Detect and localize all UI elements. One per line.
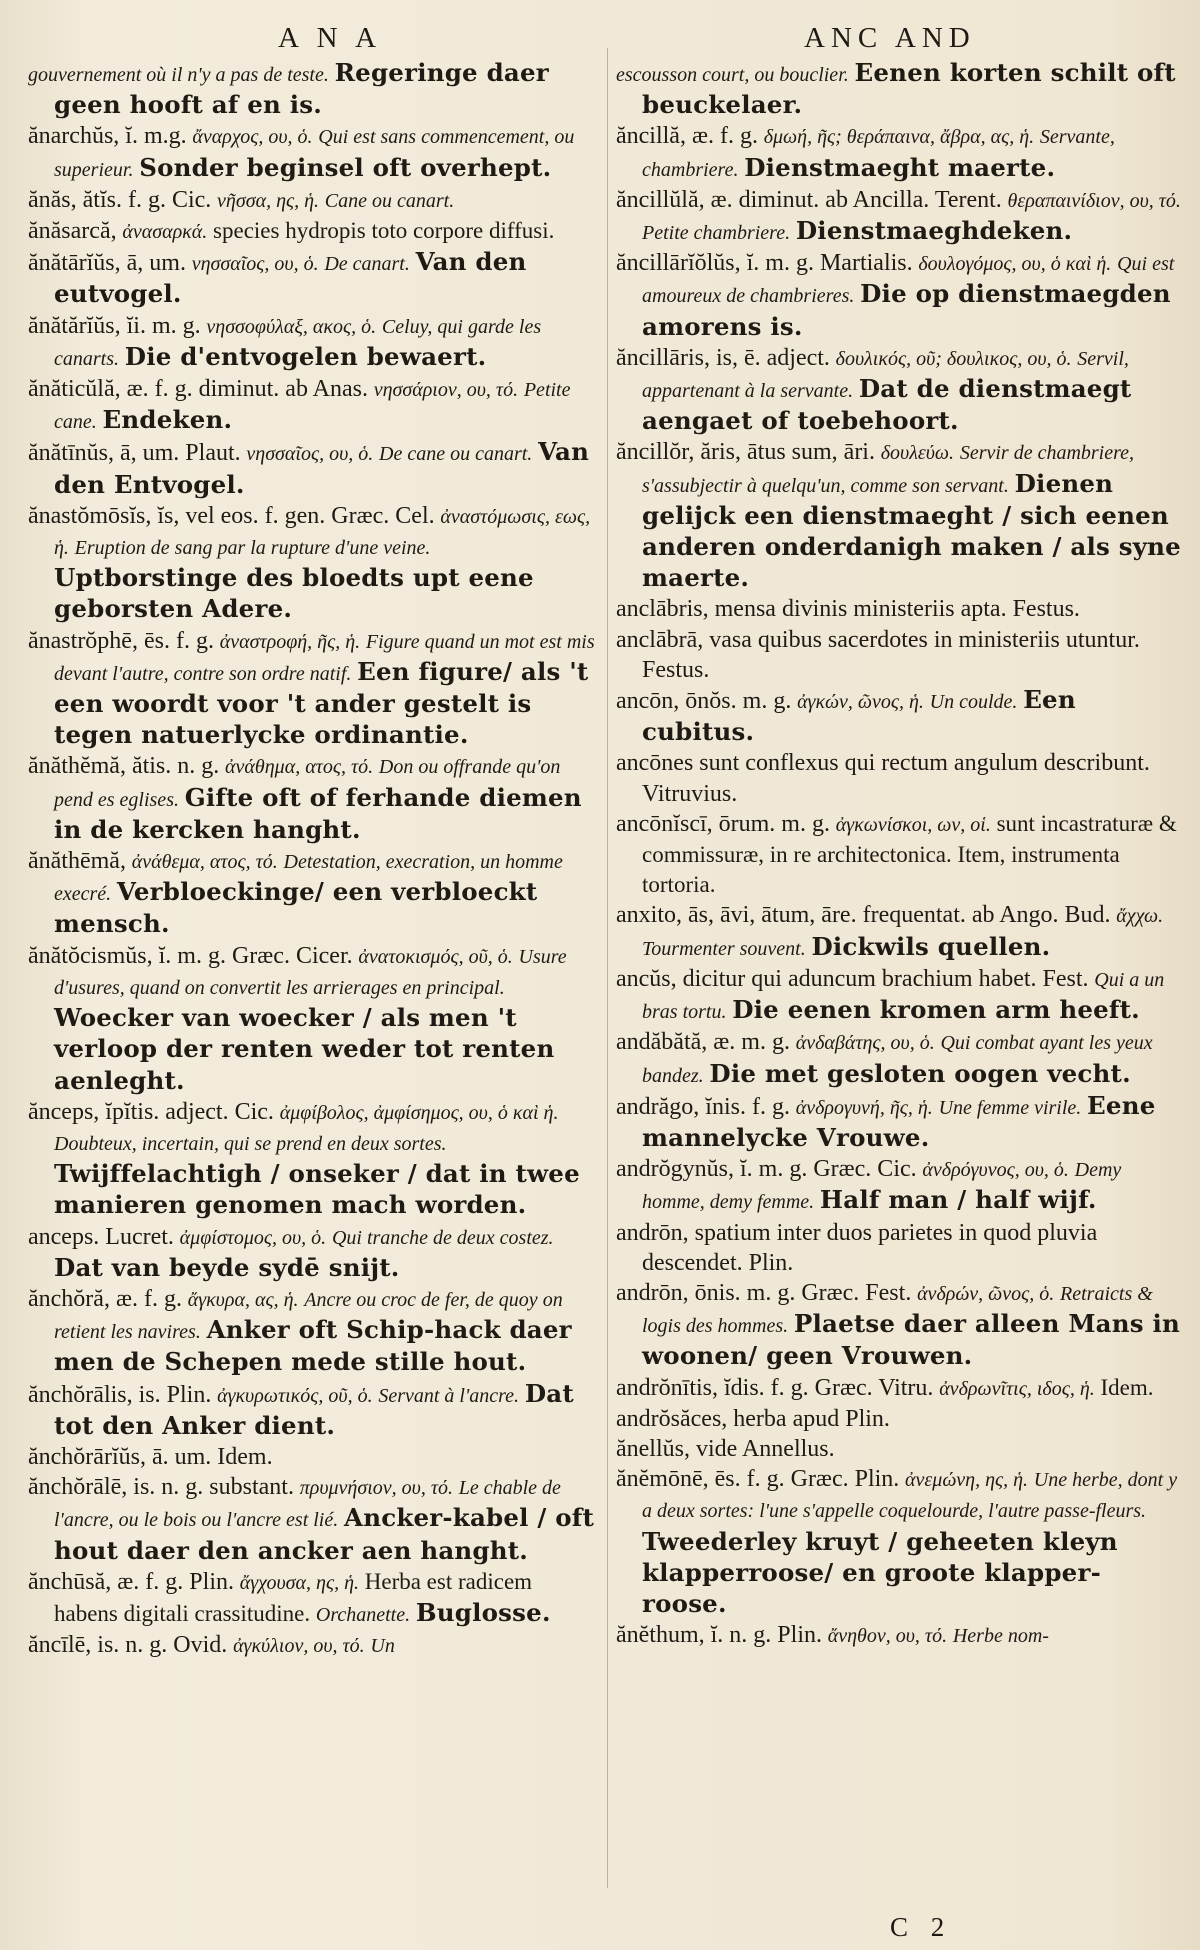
dutch-gloss: Die op dienstmaegden amorens is. xyxy=(642,279,1171,341)
dictionary-entry xyxy=(616,1154,1182,1217)
greek-equivalent: νησσαῖος, ου, ὁ. xyxy=(246,443,374,466)
french-gloss: Servant à l'ancre. xyxy=(378,1384,520,1407)
headword: andrŏgynŭs, ĭ. m. g. Græc. Cic. xyxy=(616,1156,917,1183)
dictionary-entry xyxy=(28,1630,600,1661)
greek-equivalent: ἀνάθεμα, ατος, τό. xyxy=(131,851,278,874)
greek-equivalent: ἄναρχος, ου, ὁ. xyxy=(192,126,313,149)
dutch-gloss: Die eenen kromen arm heeft. xyxy=(732,995,1140,1025)
greek-equivalent: ἄνηθον, ου, τό. xyxy=(827,1625,948,1648)
dictionary-entry xyxy=(616,809,1182,901)
greek-equivalent: ἀνδρών, ῶνος, ὁ. xyxy=(917,1282,1055,1305)
dictionary-entry xyxy=(616,685,1182,748)
dutch-gloss: Woecker van woecker / als men 't verloop der renten weder tot renten aenleght. xyxy=(54,1003,555,1095)
dutch-gloss: Dickwils quellen. xyxy=(811,931,1051,961)
dictionary-entry xyxy=(616,1373,1182,1404)
dictionary-entry xyxy=(28,751,600,846)
greek-equivalent: θεραπαινίδιον, ου, τό. xyxy=(1007,189,1181,212)
greek-equivalent: πρυμνήσιον, ου, τό. xyxy=(299,1477,453,1500)
french-gloss: Un coulde. xyxy=(929,691,1018,714)
greek-equivalent: ἀνεμώνη, ης, ἡ. xyxy=(905,1469,1029,1492)
greek-equivalent: ἄγκυρα, ας, ἡ. xyxy=(187,1288,299,1311)
french-gloss: Qui tranche de deux costez. xyxy=(331,1226,554,1249)
headword: ănellŭs, vide Annellus. xyxy=(616,1435,835,1462)
dictionary-entry xyxy=(616,58,1182,121)
french-gloss: Un xyxy=(370,1635,395,1658)
dictionary-entry xyxy=(28,1222,600,1284)
greek-equivalent: ἀγκών, ῶνος, ἡ. xyxy=(797,691,924,714)
french-gloss: Demy homme, demy femme. xyxy=(642,1159,1122,1214)
french-gloss: Une herbe, dont y a deux sortes: l'une s'appelle coquelourde, l'autre passe-fleurs. xyxy=(642,1469,1178,1523)
header-left: A N A xyxy=(278,22,383,54)
headword: ănătŏcismŭs, ĭ. m. g. Græc. Cicer. xyxy=(28,942,353,969)
french-gloss: Servir de chambriere, s'assubjectir à quelqu'un, comme son servant. xyxy=(642,442,1135,497)
dutch-gloss-secondary: Buglosse. xyxy=(415,1597,551,1627)
french-gloss: Herbe nom- xyxy=(952,1625,1049,1648)
french-gloss: Usure d'usures, quand on convertit les arrierages en principal. xyxy=(54,945,567,999)
french-gloss: Eruption de sang par la rupture d'une veine. xyxy=(74,537,431,560)
dictionary-entry xyxy=(616,248,1182,343)
column-divider xyxy=(607,48,608,1888)
dictionary-entry xyxy=(28,1442,600,1472)
headword: ancōn, ōnŏs. m. g. xyxy=(616,688,792,715)
dictionary-entry xyxy=(28,216,600,247)
french-gloss: escousson court, ou bouclier. xyxy=(616,64,849,86)
dutch-gloss: Regeringe daer geen hooft af en is. xyxy=(54,58,549,120)
french-gloss: De canart. xyxy=(324,253,410,276)
french-gloss: Servil, appartenant à la servante. xyxy=(642,347,1129,403)
headword: ănchŏrārĭŭs, ā. um. Idem. xyxy=(28,1443,273,1470)
dictionary-entry xyxy=(616,1464,1182,1620)
headword: ancōnĭscī, ōrum. m. g. xyxy=(616,810,830,837)
dictionary-entry xyxy=(616,964,1182,1027)
dutch-gloss: Eene mannelycke Vrouwe. xyxy=(642,1090,1156,1152)
headword: ănchŏrālē, is. n. g. substant. xyxy=(28,1474,294,1501)
greek-equivalent: ἀνδρωνῖτις, ιδος, ἡ. xyxy=(939,1377,1095,1400)
headword: ănastrŏphē, ēs. f. g. xyxy=(28,627,214,654)
headword: anclābris, mensa divinis ministeriis apta. Festus. xyxy=(616,596,1080,623)
greek-equivalent: ἀνάθημα, ατος, τό. xyxy=(225,756,374,779)
greek-equivalent: νησσάριον, ου, τό. xyxy=(373,379,519,402)
greek-equivalent: ἀγκύλιον, ου, τό. xyxy=(233,1635,365,1658)
greek-equivalent: δουλικός, οῦ; δουλικος, ου, ὁ. xyxy=(835,347,1072,370)
french-gloss: Figure quand un mot est mis devant l'autre, contre son ordre natif. xyxy=(54,630,595,685)
dictionary-entry xyxy=(28,941,600,1097)
dutch-gloss: Sonder beginsel oft overhept. xyxy=(139,152,552,182)
french-gloss: Une femme virile. xyxy=(938,1096,1082,1119)
headword: andăbătă, æ. m. g. xyxy=(616,1029,790,1056)
right-column xyxy=(616,58,1182,1918)
french-gloss: Petite chambriere. xyxy=(642,222,791,245)
greek-equivalent: δουλεύω. xyxy=(880,442,955,465)
latin-text: sunt incastraturæ & commissuræ, in re architectonica. Item, instrumenta tortoria. xyxy=(642,810,1177,898)
headword: ănastŏmōsĭs, ĭs, vel eos. f. gen. Græc. Cel. xyxy=(28,502,435,529)
dutch-gloss: Twijffelachtigh / onseker / dat in twee manieren genomen mach worden. xyxy=(54,1159,580,1220)
headword: andrŏnītis, ĭdis. f. g. Græc. Vitru. xyxy=(616,1374,934,1401)
dictionary-entry xyxy=(28,1379,600,1442)
dictionary-entry xyxy=(28,58,600,121)
french-gloss: Qui est amoureux de chambrieres. xyxy=(642,253,1175,308)
headword: ăncīlē, is. n. g. Ovid. xyxy=(28,1632,228,1659)
dutch-gloss: Uptborstinge des bloedts upt eene geborsten Adere. xyxy=(54,563,534,624)
dictionary-entry xyxy=(616,185,1182,248)
headword: ănchŏră, æ. f. g. xyxy=(28,1285,182,1312)
headword: ănchŏrālis, is. Plin. xyxy=(28,1381,212,1408)
dictionary-entry xyxy=(28,121,600,184)
headword: ănarchŭs, ĭ. m.g. xyxy=(28,123,187,150)
headword: anxito, ās, āvi, ātum, āre. frequentat. ab Ango. Bud. xyxy=(616,902,1111,929)
headword: ănăsarcă, xyxy=(28,218,117,245)
dictionary-entry xyxy=(28,846,600,941)
dutch-gloss: Dat tot den Anker dient. xyxy=(54,1378,574,1440)
dutch-gloss: Dienstmaeght maerte. xyxy=(744,152,1056,182)
greek-equivalent: ἀγκωνίσκοι, ων, οἱ. xyxy=(835,813,991,836)
headword: ăncillāris, is, ē. adject. xyxy=(616,344,830,371)
dutch-gloss: Half man / half wijf. xyxy=(819,1185,1097,1215)
french-gloss: Servante, chambriere. xyxy=(642,126,1115,181)
headword: ănătārĭŭs, ā, um. xyxy=(28,250,186,277)
greek-equivalent: ἀνασαρκά. xyxy=(122,221,208,244)
french-gloss: Celuy, qui garde les canarts. xyxy=(54,315,542,370)
dictionary-entry xyxy=(28,626,600,752)
greek-equivalent: ἄγχουσα, ης, ἡ. xyxy=(239,1571,359,1594)
dictionary-entry xyxy=(616,1620,1182,1651)
headword: andrăgo, ĭnis. f. g. xyxy=(616,1093,790,1120)
dutch-gloss: Dat van beyde sydē snijt. xyxy=(54,1252,400,1282)
left-column xyxy=(28,58,600,1918)
dutch-gloss: Eenen korten schilt oft beuckelaer. xyxy=(642,58,1176,120)
headword: ănĕmōnē, ēs. f. g. Græc. Plin. xyxy=(616,1466,900,1493)
headword: ănăthĕmă, ătis. n. g. xyxy=(28,753,220,780)
dutch-gloss: Van den Entvogel. xyxy=(54,437,590,499)
french-gloss-secondary: Orchanette. xyxy=(315,1603,411,1626)
dictionary-entry xyxy=(616,121,1182,184)
dutch-gloss: Van den eutvogel. xyxy=(54,247,527,309)
headword: ăncillă, æ. f. g. xyxy=(616,123,758,150)
dutch-gloss: Endeken. xyxy=(102,405,233,435)
dutch-gloss: Dienstmaeghdeken. xyxy=(795,216,1073,246)
dutch-gloss: Een figure/ als 't een woordt voor 't ander gestelt is tegen natuerlycke ordinantie. xyxy=(54,656,589,750)
greek-equivalent: νησσαῖος, ου, ὁ. xyxy=(191,253,319,276)
headword: ănăticŭlă, æ. f. g. diminut. ab Anas. xyxy=(28,376,368,403)
dictionary-entry xyxy=(616,900,1182,963)
greek-equivalent: ἀνδαβάτης, ου, ὁ. xyxy=(795,1032,935,1055)
dictionary-entry xyxy=(28,311,600,374)
french-gloss: Qui est sans commencement, ou superieur. xyxy=(54,126,575,181)
headword: andrōn, ōnis. m. g. Græc. Fest. xyxy=(616,1279,912,1306)
greek-equivalent: νησσοφύλαξ, ακος, ὁ. xyxy=(206,315,377,338)
french-gloss: Retraicts & logis des hommes. xyxy=(642,1282,1153,1338)
dictionary-entry xyxy=(616,1091,1182,1154)
dutch-gloss: Anker oft Schip-hack daer men de Schepen mede stille hout. xyxy=(54,1315,572,1377)
dutch-gloss: Ancker-kabel / oft hout daer den ancker aen hanght. xyxy=(54,1503,595,1565)
dictionary-entry xyxy=(28,1472,600,1567)
latin-text: species hydropis toto corpore diffusi. xyxy=(213,218,555,244)
greek-equivalent: ἀναστόμωσις, εως, ἡ. xyxy=(54,505,591,560)
french-gloss: De cane ou canart. xyxy=(379,443,533,466)
dictionary-entry xyxy=(616,1027,1182,1090)
headword: andrŏsăces, herba apud Plin. xyxy=(616,1405,890,1432)
french-gloss: Qui combat ayant les yeux bandez. xyxy=(642,1032,1153,1087)
greek-equivalent: ἄχχω. xyxy=(1116,905,1164,928)
dictionary-entry xyxy=(616,1404,1182,1434)
headword: ănceps, ĭpĭtis. adject. Cic. xyxy=(28,1098,274,1125)
running-header xyxy=(0,22,1200,56)
greek-equivalent: ἀνατοκισμός, οῦ, ὁ. xyxy=(358,945,513,968)
dutch-gloss: Een cubitus. xyxy=(642,685,1076,747)
dutch-gloss: Plaetse daer alleen Mans in woonen/ geen Vrouwen. xyxy=(642,1309,1180,1371)
greek-equivalent: ἀμφίστομος, ου, ὁ. xyxy=(179,1226,327,1249)
dutch-gloss: Verbloeckinge/ een verbloeckt mensch. xyxy=(54,877,538,939)
headword: ănĕthum, ĭ. n. g. Plin. xyxy=(616,1622,822,1649)
dictionary-entry xyxy=(28,1097,600,1222)
headword: anceps. Lucret. xyxy=(28,1223,174,1250)
dutch-gloss: Dienen gelijck een dienstmaeght / sich eenen anderen onderdanigh maken / als syne maerte. xyxy=(642,468,1181,593)
greek-equivalent: νῆσσα, ης, ἡ. xyxy=(217,189,320,212)
headword: ănăs, ătĭs. f. g. Cic. xyxy=(28,186,212,213)
headword: ancŭs, dicitur qui aduncum brachium habet. Fest. xyxy=(616,965,1089,992)
dictionary-entry xyxy=(616,343,1182,438)
headword: ănătărĭŭs, ĭi. m. g. xyxy=(28,312,201,339)
headword: ăncillārĭŏlŭs, ĭ. m. g. Martialis. xyxy=(616,250,913,277)
french-gloss: Qui a un bras tortu. xyxy=(642,968,1165,1024)
latin-text: Idem. xyxy=(1100,1374,1154,1400)
greek-equivalent: ἀμφίβολος, ἀμφίσημος, ου, ὁ καὶ ἡ. xyxy=(279,1101,559,1124)
french-gloss: gouvernement où il n'y a pas de teste. xyxy=(28,64,329,86)
greek-equivalent: δουλογόμος, ου, ὁ καὶ ἡ. xyxy=(918,253,1112,276)
french-gloss: Le chable de l'ancre, ou le bois ou l'ancre est lié. xyxy=(54,1477,561,1532)
french-gloss: Ancre ou croc de fer, de quoy on retient les navires. xyxy=(54,1288,563,1344)
headword: ănătīnŭs, ā, um. Plaut. xyxy=(28,440,241,467)
dutch-gloss: Dat de dienstmaegt aengaet of toebehoort. xyxy=(642,374,1132,436)
greek-equivalent: δμωή, ῆς; θεράπαινα, ἄβρα, ας, ἡ. xyxy=(763,126,1035,149)
french-gloss: Detestation, execration, un homme execré. xyxy=(54,851,563,906)
dictionary-entry xyxy=(616,437,1182,594)
dutch-gloss: Gifte oft of ferhande diemen in de kercken hanght. xyxy=(54,782,582,844)
greek-equivalent: ἀνδρογυνή, ῆς, ἡ. xyxy=(795,1096,933,1119)
dictionary-entry xyxy=(28,247,600,310)
dictionary-entry xyxy=(28,501,600,626)
dictionary-entry xyxy=(28,437,600,500)
headword: ăncillŏr, ăris, ātus sum, āri. xyxy=(616,439,875,466)
french-gloss: Cane ou canart. xyxy=(324,189,455,212)
dutch-gloss: Die met gesloten oogen vecht. xyxy=(709,1058,1131,1088)
header-right: ANC AND xyxy=(804,22,976,54)
dutch-gloss: Die d'entvogelen bewaert. xyxy=(124,341,487,371)
dictionary-entry xyxy=(28,185,600,216)
headword: ănăthēmă, xyxy=(28,848,126,875)
dictionary-entry xyxy=(616,1434,1182,1464)
dictionary-entry xyxy=(616,748,1182,808)
headword: ănchūsă, æ. f. g. Plin. xyxy=(28,1568,234,1595)
latin-text: Herba est radicem habens digitali crassitudine. xyxy=(54,1568,533,1626)
dictionary-entry xyxy=(28,374,600,437)
french-gloss: Tourmenter souvent. xyxy=(642,937,806,960)
greek-equivalent: ἀναστροφή, ῆς, ἡ. xyxy=(219,630,361,653)
dictionary-entry xyxy=(616,625,1182,685)
greek-equivalent: ἀγκυρωτικός, οῦ, ὁ. xyxy=(217,1384,373,1407)
dictionary-entry xyxy=(616,1218,1182,1278)
greek-equivalent: ἀνδρόγυνος, ου, ὁ. xyxy=(922,1159,1069,1182)
dictionary-entry xyxy=(616,594,1182,624)
dictionary-entry xyxy=(28,1284,600,1379)
french-gloss: Don ou offrande qu'on pend es eglises. xyxy=(54,756,561,811)
headword: ancōnes sunt conflexus qui rectum angulum describunt. Vitruvius. xyxy=(616,750,1150,807)
french-gloss: Doubteux, incertain, qui se prend en deux sortes. xyxy=(54,1132,447,1155)
signature-mark: C 2 xyxy=(890,1912,953,1942)
headword: andrōn, spatium inter duos parietes in quod pluvia descendet. Plin. xyxy=(616,1219,1098,1276)
dutch-gloss: Tweederley kruyt / geheeten kleyn klapperroose/ en groote klapper-roose. xyxy=(642,1526,1118,1618)
french-gloss: Petite cane. xyxy=(54,379,571,434)
dictionary-entry xyxy=(616,1278,1182,1373)
headword: ăncillŭlă, æ. diminut. ab Ancilla. Terent. xyxy=(616,186,1002,213)
dictionary-entry xyxy=(28,1567,600,1630)
headword: anclābrā, vasa quibus sacerdotes in ministeriis utuntur. Festus. xyxy=(616,626,1140,683)
